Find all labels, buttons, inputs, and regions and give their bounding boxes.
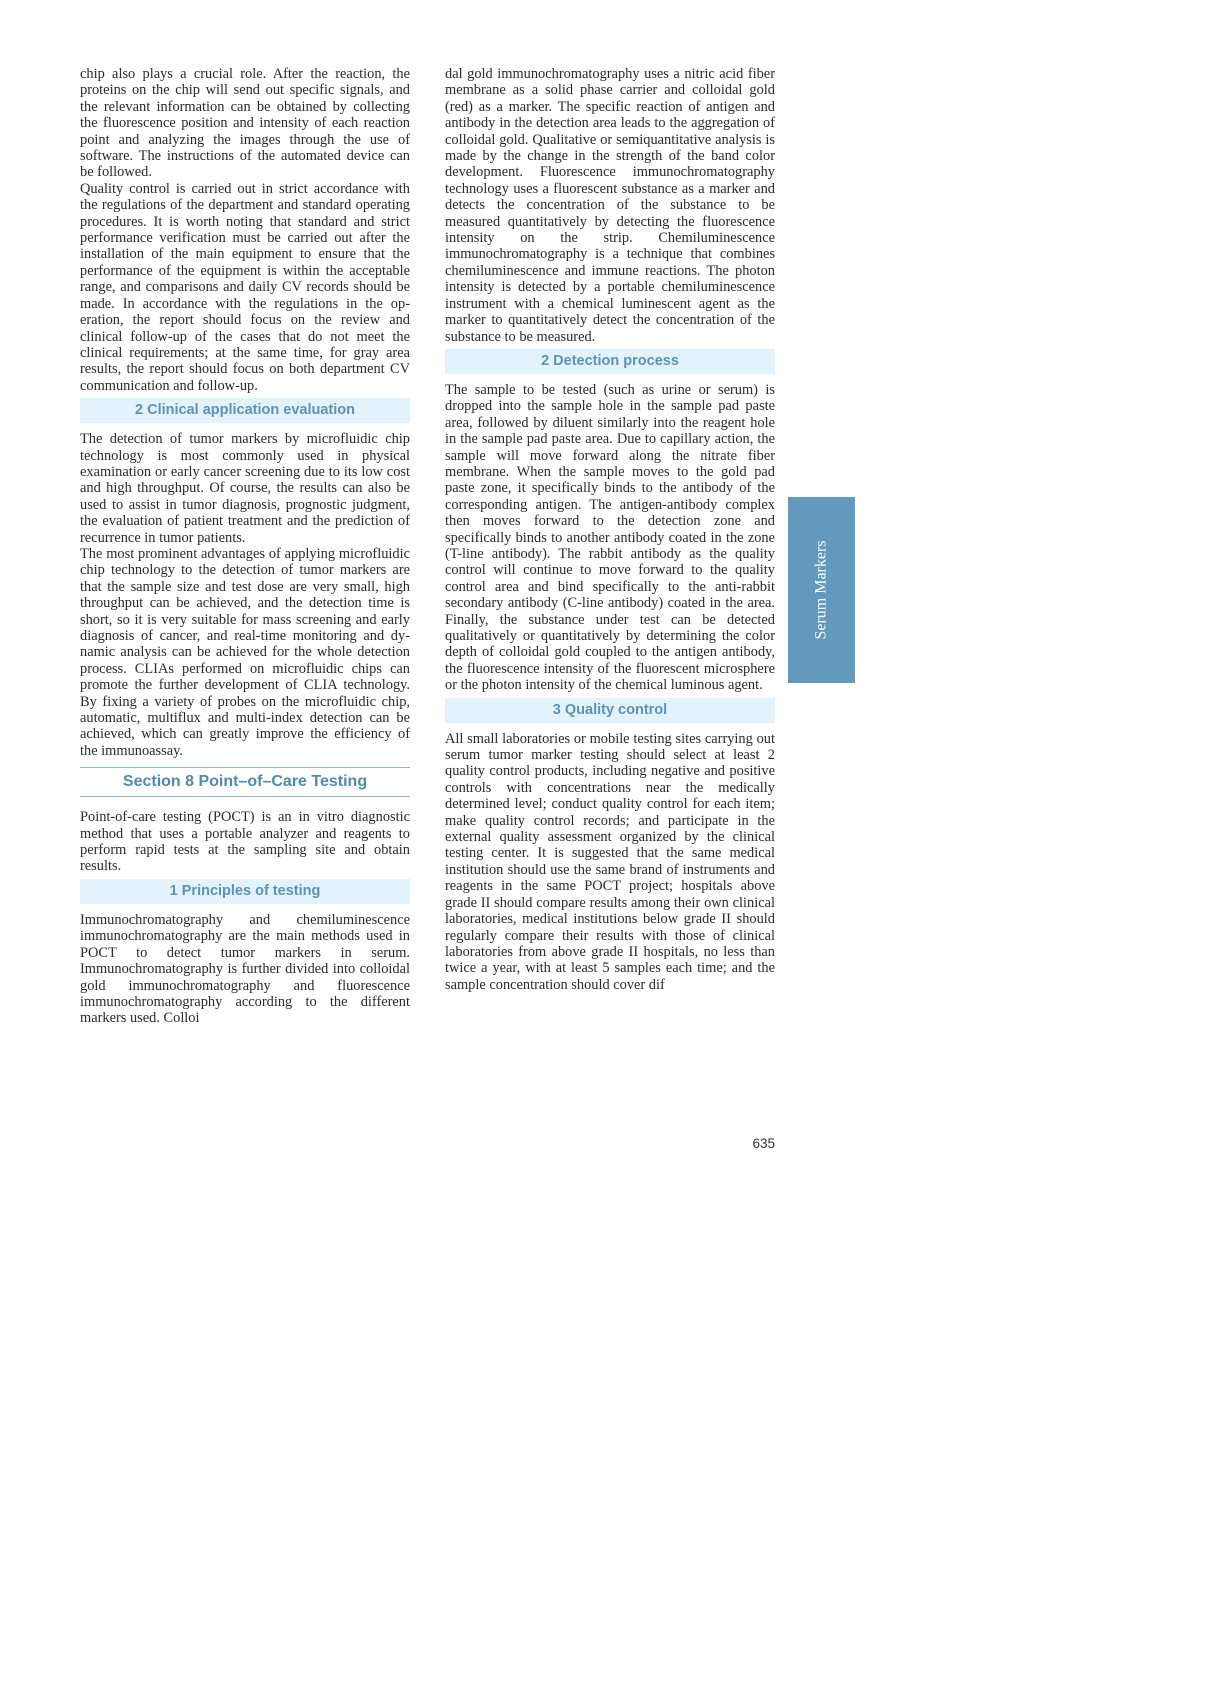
subheading-detection-process: 2 Detection process [445,349,775,374]
paragraph: All small laboratories or mobile testing sites carrying out serum tumor marker testing should select at least 2 quality control products, including negative and positive controls with concentrations near the medically determined level; conduct quality control for each item; make quality control records; and participate in the external quality assessment organized by the clinical testing center. It is suggested that the same medical institution should use the same brand of instruments and reagents in the same POCT project; hospitals above grade II should compare results among their own clinical laboratories, medical institutions below grade II should regularly compare their results with those of clinical laboratories from above grade II hospitals, no less than twice a year, with at least 5 samples each time; and the sample concentration should cover dif [445,730,775,993]
subheading-principles: 1 Principles of testing [80,879,410,904]
section-title: Section 8 Point–of–Care Testing [80,767,410,797]
paragraph: The most prominent advantages of applying microfluidic chip technology to the detection of tumor markers are that the sample size and test dose are very small, high throughput can be achieved, and the detection time is short, so it is very suitable for mass screening and early diagnosis of cancer, and real-time monitoring and dynamic analysis can be achieved for the whole detection process. CLIAs performed on microfluidic chips can promote the further development of CLIA technology. By fixing a variety of probes on the microfluidic chip, automatic, multiflux and multi-index detection can be achieved, which can greatly improve the efficiency of the immunoassay. [80,545,410,759]
right-column [445,66,775,993]
paragraph: The sample to be tested (such as urine or serum) is dropped into the sample hole in the sample pad paste area, followed by diluent similarly into the reagent hole in the sample pad paste area. Due to capillary action, the sample will move forward along the nitrate fiber membrane. When the sample moves to the gold pad paste zone, it specifically binds to the antibody of the corresponding antigen. The antigen-antibody complex then moves forward to the detection zone and specifically binds to another antibody coated in the zone (T-line antibody). The rabbit antibody as the quality control will continue to move forward to the quality control area and bind specifically to the anti-rabbit secondary antibody (C-line antibody) coated in the area. Finally, the substance under test can be detected qualitatively or quantitatively by determining the color depth of colloidal gold coupled to the antigen antibody, the fluorescence intensity of the fluorescent microsphere or the photon intensity of the chemical luminous agent. [445,381,775,694]
page-number: 635 [752,1136,775,1151]
left-column [80,66,410,1027]
paragraph: Quality control is carried out in strict accordance with the regulations of the department and standard operating procedures. It is worth noting that standard and strict performance verification must be carried out after the installation of the main equipment to ensure that the performance of the equipment is within the acceptable range, and comparisons and daily CV records should be made. In accordance with the regulations in the operation, the report should focus on the review and clinical follow-up of the cases that do not meet the clinical requirements; at the same time, for gray area results, the report should focus on both department CV communication and follow-up. [80,180,410,394]
paragraph: chip also plays a crucial role. After the reaction, the proteins on the chip will send out specific signals, and the relevant information can be obtained by collecting the fluorescence position and intensity of each reaction point and analyzing the images through the use of software. The instructions of the automated device can be followed. [80,66,410,181]
subheading-quality-control: 3 Quality control [445,698,775,723]
paragraph: Immunochromatography and chemiluminescence immunochromatography are the main methods used in POCT to detect tumor markers in serum. Immunochromatography is further divided into colloidal gold immunochromatography and fluorescence immunochromatography according to the different markers used. Colloi [80,911,410,1027]
paragraph: dal gold immunochromatography uses a nitric acid fiber membrane as a solid phase carrier and colloidal gold (red) as a marker. The specific reaction of antigen and antibody in the detection area leads to the aggregation of colloidal gold. Qualitative or semiquantitative analysis is made by the change in the strength of the band color development. Fluorescence immunochromatography technology uses a fluorescent substance as a marker and detects the concentration of the substance to be measured quantitatively by detecting the fluorescence intensity on the strip. Chemiluminescence immunochromatography is a technique that combines chemiluminescence and immune reactions. The photon intensity is detected by a portable chemiluminescence instrument with a chemical luminescent agent as the marker to quantitatively detect the concentration of the substance to be measured. [445,66,775,345]
subheading-clinical-application: 2 Clinical application evaluation [80,398,410,423]
paragraph: Point-of-care testing (POCT) is an in vitro diagnostic method that uses a portable analyzer and reagents to perform rapid tests at the sampling site and obtain results. [80,809,410,875]
paragraph: The detection of tumor markers by microfluidic chip technology is most commonly used in physical examination or early cancer screening due to its low cost and high throughput. Of course, the results can also be used to assist in tumor diagnosis, prognostic judgment, the evaluation of patient treatment and the prediction of recurrence in tumor patients. [80,431,410,546]
chapter-side-tab [788,497,855,683]
side-tab-label: Serum Markers [812,540,830,640]
